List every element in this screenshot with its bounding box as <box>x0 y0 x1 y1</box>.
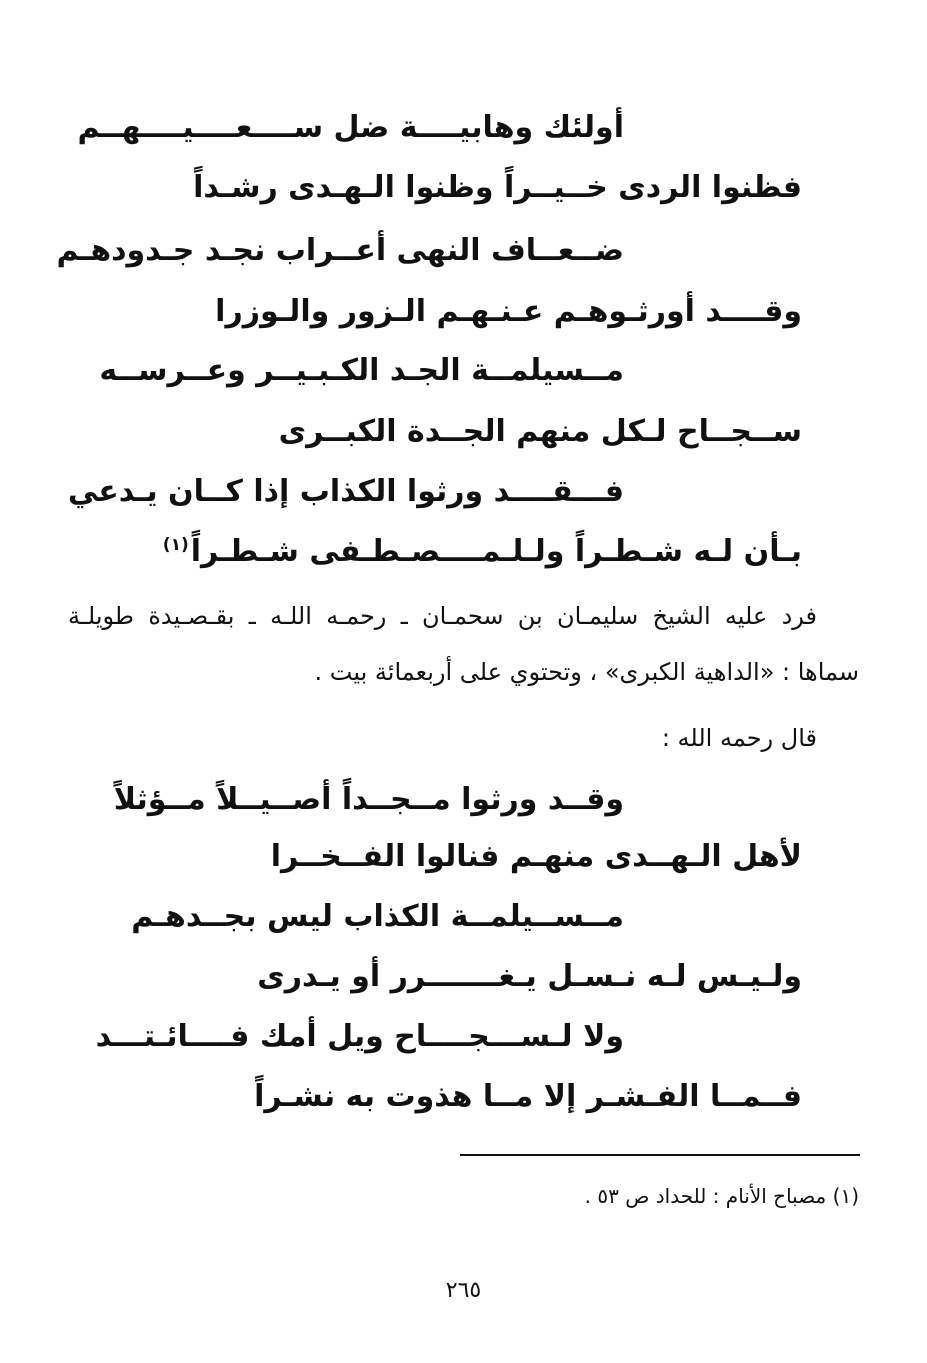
poem1-line-6: ســجــاح لـكل منهم الجــدة الكبــرى <box>278 414 802 449</box>
poem2-line-6: فــمــا الفـشـر إلا مــا هذوت به نشـراً <box>254 1079 802 1114</box>
poem2-line-1: وقــد ورثوا مــجــداً أصــيــلاً مــؤثلاً <box>113 782 624 817</box>
poem1-line-7: فـــقــــد ورثوا الكذاب إذا كــان يـدعي <box>67 474 624 509</box>
poem1-line-4: وقــــد أورثـوهـم عـنـهـم الـزور والـوزرا <box>215 294 802 329</box>
poem2-line-5: ولا لـســـجــــاح ويل أمك فــــائـتـــد <box>95 1019 624 1054</box>
poem1-line-3: ضــعــاف النهى أعــراب نجـد جـدودهـم <box>56 233 624 268</box>
prose-line-1: فرد عليه الشيخ سليمـان بن سحمـان ـ رحمـه اللـه ـ بقـصـيدة طويلـة <box>68 602 817 630</box>
poem2-line-2: لأهل الـهــدى منهـم فنالوا الفــخــرا <box>270 839 802 874</box>
poem1-line-5: مــسيلمــة الجـد الكـبـيــر وعــرســه <box>99 353 624 388</box>
prose-intro: قال رحمه الله : <box>661 724 817 752</box>
poem1-line-8-text: بـأن لـه شـطـراً ولـلـمــــصـطـفى شـطـراً <box>190 534 802 569</box>
poem1-line-1: أولئك وهابيــــة ضل ســــعــــيــــهــم <box>77 110 624 145</box>
poem1-line-2: فظنوا الردى خــيــراً وظنوا الـهـدى رشـداً <box>193 170 802 205</box>
footnote-text: (١) مصباح الأنام : للحداد ص ٥٣ . <box>584 1184 859 1208</box>
page-number: ٢٦٥ <box>445 1278 482 1303</box>
poem2-line-3: مــســيلمــة الكذاب ليس بجــدهـم <box>131 899 624 934</box>
footnote-reference: (١) <box>162 535 189 555</box>
poem2-line-4: ولـيـس لـه نـسـل يـغـــــــرر أو يـدرى <box>257 959 802 994</box>
footnote-divider <box>460 1154 860 1156</box>
prose-line-2: سماها : «الداهية الكبرى» ، وتحتوي على أربعمائة بيت . <box>314 658 859 686</box>
poem1-line-8 <box>162 534 802 569</box>
